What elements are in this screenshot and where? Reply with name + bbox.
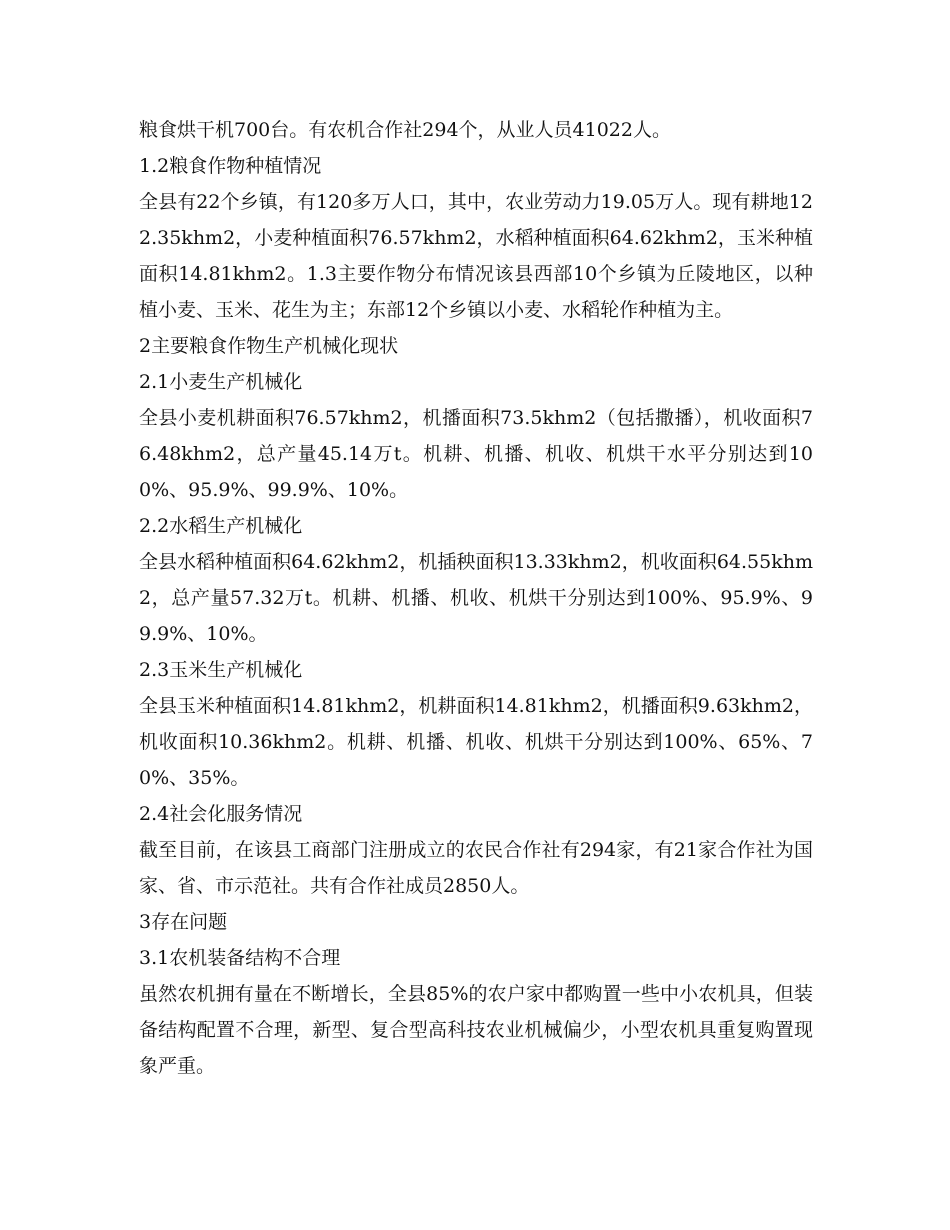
paragraph-equipment-structure: 虽然农机拥有量在不断增长，全县85%的农户家中都购置一些中小农机具，但装备结构配置不合理，新型、复合型高科技农业机械偏少，小型农机具重复购置现象严重。 — [139, 983, 813, 1077]
paragraph-social-services: 截至目前，在该县工商部门注册成立的农民合作社有294家，有21家合作社为国家、省、市示范社。共有合作社成员2850人。 — [139, 839, 813, 897]
section-heading-2: 2主要粮食作物生产机械化现状 — [139, 335, 399, 357]
paragraph-rice-mechanization: 全县水稻种植面积64.62khm2，机插秧面积13.33khm2，机收面积64.55khm2，总产量57.32万t。机耕、机播、机收、机烘干分别达到100%、95.9%、99.9%、10%。 — [139, 551, 813, 645]
paragraph-corn-mechanization: 全县玉米种植面积14.81khm2，机耕面积14.81khm2，机播面积9.63khm2，机收面积10.36khm2。机耕、机播、机收、机烘干分别达到100%、65%、70%、35%。 — [139, 695, 813, 789]
section-heading-3-1: 3.1农机装备结构不合理 — [139, 947, 341, 969]
section-heading-2-3: 2.3玉米生产机械化 — [139, 659, 303, 681]
section-heading-2-4: 2.4社会化服务情况 — [139, 803, 303, 825]
paragraph-wheat-mechanization: 全县小麦机耕面积76.57khm2，机播面积73.5khm2（包括撒播），机收面积76.48khm2，总产量45.14万t。机耕、机播、机收、机烘干水平分别达到100%、95.9%、99.9%、10%。 — [139, 407, 813, 501]
document-body — [139, 112, 813, 1084]
section-heading-3: 3存在问题 — [139, 911, 228, 933]
paragraph-crop-planting: 全县有22个乡镇，有120多万人口，其中，农业劳动力19.05万人。现有耕地122.35khm2，小麦种植面积76.57khm2，水稻种植面积64.62khm2，玉米种植面积14.81khm2。1.3主要作物分布情况该县西部10个乡镇为丘陵地区，以种植小麦、玉米、花生为主；东部12个乡镇以小麦、水稻轮作种植为主。 — [139, 191, 813, 321]
section-heading-2-2: 2.2水稻生产机械化 — [139, 515, 303, 537]
section-heading-1-2: 1.2粮食作物种植情况 — [139, 155, 322, 177]
paragraph-dryer-cooperatives: 粮食烘干机700台。有农机合作社294个，从业人员41022人。 — [139, 119, 671, 141]
section-heading-2-1: 2.1小麦生产机械化 — [139, 371, 303, 393]
